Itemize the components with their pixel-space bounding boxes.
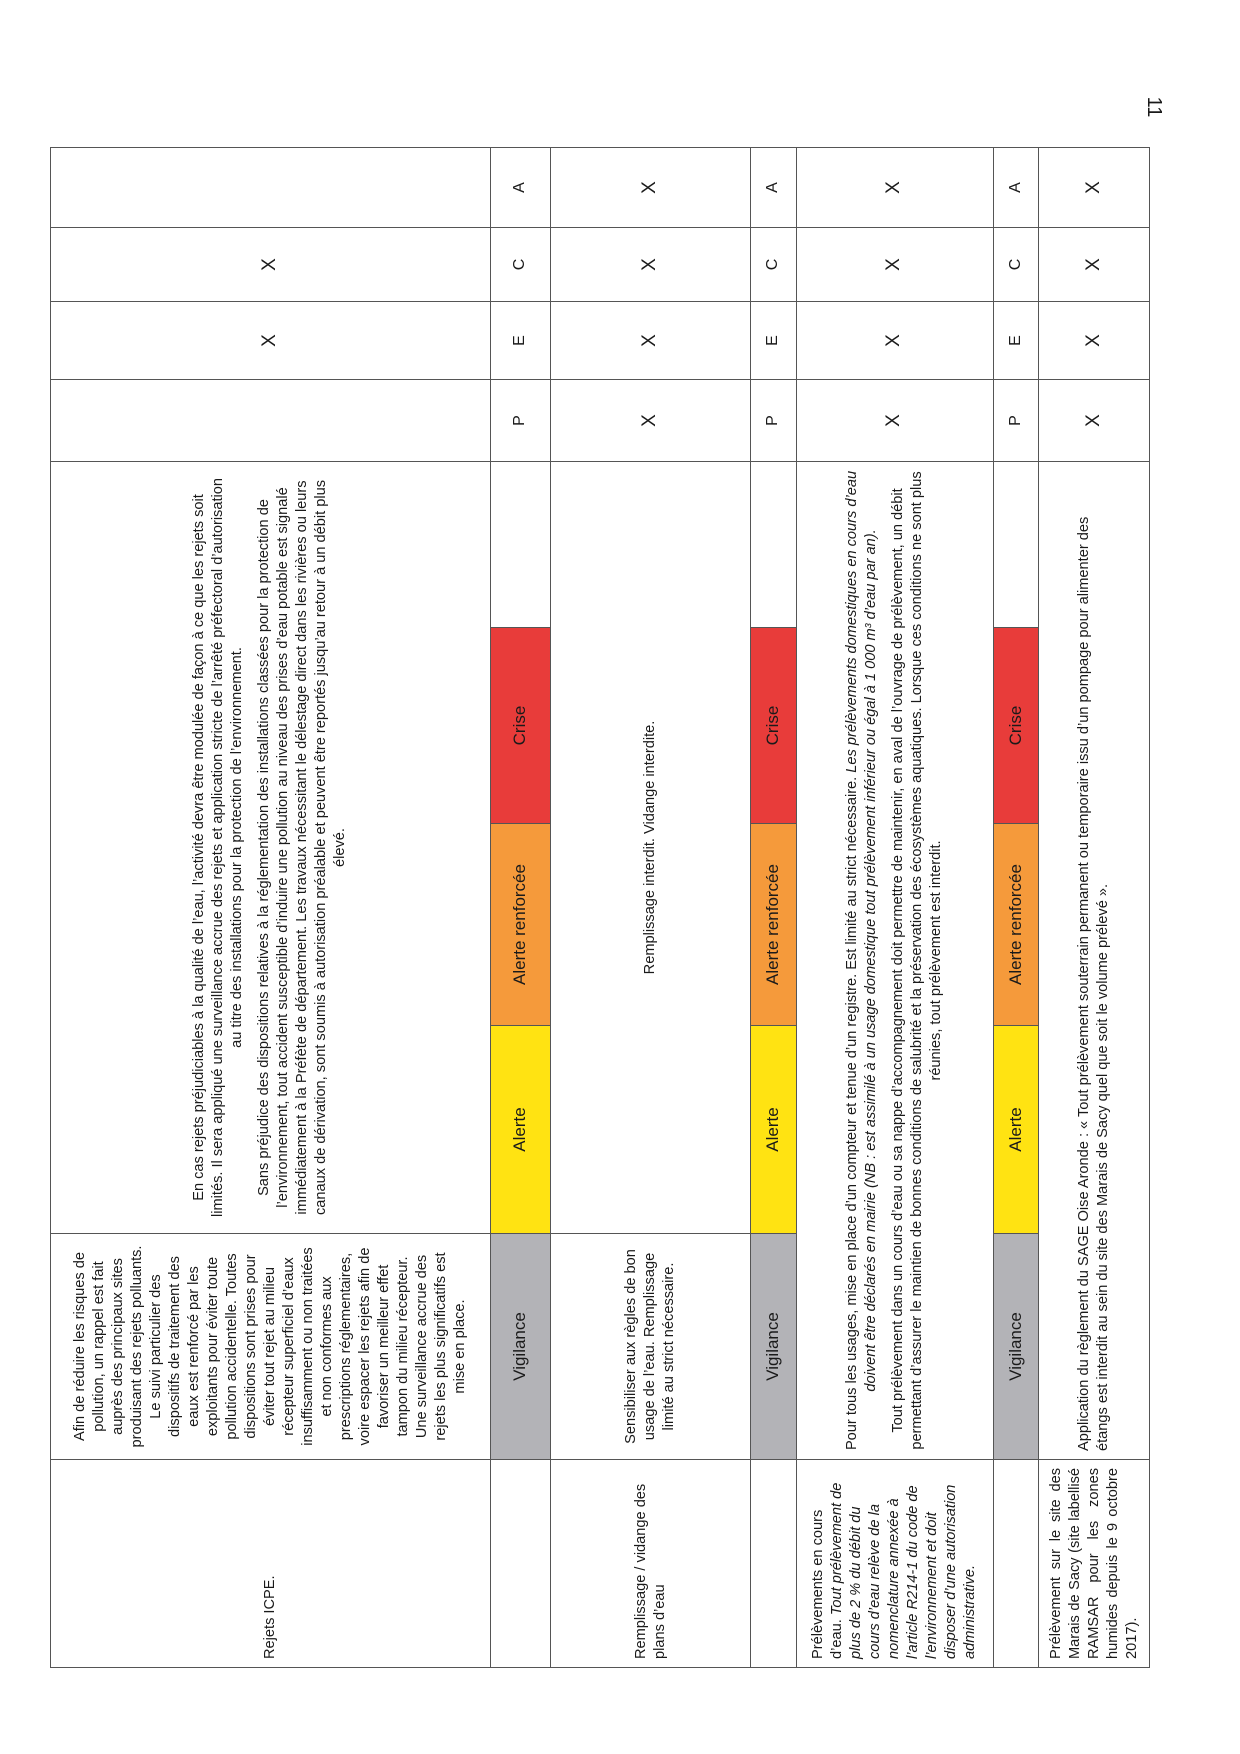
- header-empty-cell: [490, 1460, 551, 1668]
- prelevements-mark-a: X: [796, 147, 993, 227]
- header-row-1: [490, 147, 551, 1667]
- prelevements-mark-e: X: [796, 301, 993, 379]
- plans-eau-vigilance-measure: Sensibiliser aux règles de bon usage de l’eau. Remplissage limité au strict nécessaire.: [551, 1234, 751, 1460]
- header-vigilance: Vigilance: [750, 1234, 796, 1460]
- header-empty-cell: [993, 1460, 1039, 1668]
- icpe-vigilance-measure: Afin de réduire les risques de pollution, un rappel est fait auprès des principaux sites produisant des rejets polluants. Le suivi particulier des dispositifs de traitement des eaux est renforcé par les exploitants pour éviter toute pollution accidentelle. Toutes dispositions sont prises pour éviter tout rejet au milieu récepteur superficiel d’eaux insuffisamment ou non traitées et non conformes aux prescriptions réglementaires, voire espacer les rejets afin de favoriser un meilleur effet tampon du milieu récepteur. Une surveillance accrue des rejets les plus significatifs est mise en place.: [51, 1234, 491, 1460]
- header-alerte-renforcee: Alerte renforcée: [750, 824, 796, 1026]
- prelevements-label-note: Tout prélèvement de plus de 2 % du débit du cours d’eau relève de la nomenclature annexée à l’article R214-1 du code de l’environnement et doit disposer d’une autorisation administrative.: [829, 1482, 979, 1659]
- page-number: 11: [1143, 96, 1165, 118]
- header-alerte: Alerte: [490, 1026, 551, 1234]
- measures-table: [50, 147, 1150, 1668]
- prelevements-paragraph-1-text: Pour tous les usages, mise en place d’un compteur et tenue d’un registre. Est limité au strict nécessaire.: [844, 776, 861, 1451]
- header-a: A: [993, 147, 1039, 227]
- prelevements-mark-c: X: [796, 227, 993, 301]
- header-a: A: [490, 147, 551, 227]
- rotated-table-container: [50, 148, 1150, 1668]
- header-e: E: [490, 301, 551, 379]
- header-alerte-renforcee: Alerte renforcée: [490, 824, 551, 1026]
- plans-eau-mark-a: X: [551, 147, 751, 227]
- marais-sacy-mark-p: X: [1039, 379, 1150, 461]
- header-a: A: [750, 147, 796, 227]
- header-p: P: [993, 379, 1039, 461]
- table-row-plans-eau: [551, 147, 751, 1667]
- header-p: P: [490, 379, 551, 461]
- marais-sacy-mark-a: X: [1039, 147, 1150, 227]
- header-empty-cell: [490, 461, 551, 627]
- row-label-plans-eau: Remplissage / vidange des plans d’eau: [551, 1460, 751, 1668]
- prelevements-measures: [796, 461, 993, 1459]
- marais-sacy-mark-e: X: [1039, 301, 1150, 379]
- header-vigilance: Vigilance: [490, 1234, 551, 1460]
- icpe-mark-p: [51, 379, 491, 461]
- prelevements-paragraph-1-italic: Les prélèvements domestiques en cours d’eau doivent être déclarés en mairie (NB : est assimilé à un usage domestique tout prélèvement inférieur ou égal à 1 000 m³ d’eau par an).: [844, 470, 880, 1392]
- icpe-measures: [51, 461, 491, 1233]
- icpe-mark-c: X: [51, 227, 491, 301]
- header-vigilance: Vigilance: [993, 1234, 1039, 1460]
- table-row-marais-sacy: [1039, 147, 1150, 1667]
- prelevements-paragraph-2: Tout prélèvement dans un cours d’eau ou sa nappe d’accompagnement doit permettre de maintenir, en aval de l’ouvrage de prélèvement, un débit permettant d’assurer le maintien de bonnes conditions de salubrité et la préservation des écosystèmes aquatiques. Lorsque ces conditions ne sont plus réunies, tout prélèvement est interdit.: [890, 471, 945, 1450]
- header-alerte: Alerte: [993, 1026, 1039, 1234]
- header-alerte: Alerte: [750, 1026, 796, 1234]
- plans-eau-mark-e: X: [551, 301, 751, 379]
- table-row-icpe: [51, 147, 491, 1667]
- icpe-measure-paragraph-1: En cas rejets préjudiciables à la qualité de l’eau, l’activité devra être modulée de façon à ce que les rejets soit limités. Il sera appliqué une surveillance accrue des rejets et application stricte de l’arrêté préfectoral d’autorisation au titre des installations pour la protection de l’environnement.: [191, 477, 246, 1217]
- row-label-prelevements: [796, 1460, 993, 1668]
- prelevements-paragraph-1: [843, 470, 881, 1451]
- header-e: E: [750, 301, 796, 379]
- prelevements-label: Prélèvements en cours d’eau.: [810, 1509, 846, 1659]
- row-label-marais-sacy: Prélèvement sur le site des Marais de Sacy (site labellisé RAMSAR pour les zones humides depuis le 9 octobre 2017).: [1039, 1460, 1150, 1668]
- plans-eau-mark-c: X: [551, 227, 751, 301]
- table-row-prelevements: [796, 147, 993, 1667]
- header-empty-cell: [750, 461, 796, 627]
- row-label-icpe: Rejets ICPE.: [51, 1460, 491, 1668]
- header-alerte-renforcee: Alerte renforcée: [993, 824, 1039, 1026]
- header-empty-cell: [750, 1460, 796, 1668]
- header-c: C: [490, 227, 551, 301]
- header-e: E: [993, 301, 1039, 379]
- icpe-measure-paragraph-2: Sans préjudice des dispositions relatives à la réglementation des installations classées pour la protection de l’environnement, tout accident susceptible d’induire une pollution au niveau des prises d’eau potable est signalé immédiatement à la Préfète de département. Les travaux nécessitant le délestage direct dans les rivières ou leurs canaux de dérivation, sont soumis à autorisation préalable et peuvent être reportés jusqu’au retour à un débit plus élevé.: [256, 479, 349, 1215]
- header-row-2: [750, 147, 796, 1667]
- header-crise: Crise: [490, 628, 551, 824]
- header-c: C: [993, 227, 1039, 301]
- icpe-mark-a: [51, 147, 491, 227]
- marais-sacy-measures: Application du règlement du SAGE Oise Aronde : « Tout prélèvement souterrain permanent ou temporaire issu d’un pompage pour alimenter des étangs est interdit au sein du site des Marais de Sacy quel que soit le volume prélevé ».: [1039, 461, 1150, 1459]
- header-p: P: [750, 379, 796, 461]
- header-row-3: [993, 147, 1039, 1667]
- icpe-mark-e: X: [51, 301, 491, 379]
- header-c: C: [750, 227, 796, 301]
- marais-sacy-mark-c: X: [1039, 227, 1150, 301]
- header-crise: Crise: [750, 628, 796, 824]
- header-empty-cell: [993, 461, 1039, 627]
- plans-eau-measures: Remplissage interdit. Vidange interdite.: [551, 461, 751, 1233]
- plans-eau-mark-p: X: [551, 379, 751, 461]
- prelevements-mark-p: X: [796, 379, 993, 461]
- header-crise: Crise: [993, 628, 1039, 824]
